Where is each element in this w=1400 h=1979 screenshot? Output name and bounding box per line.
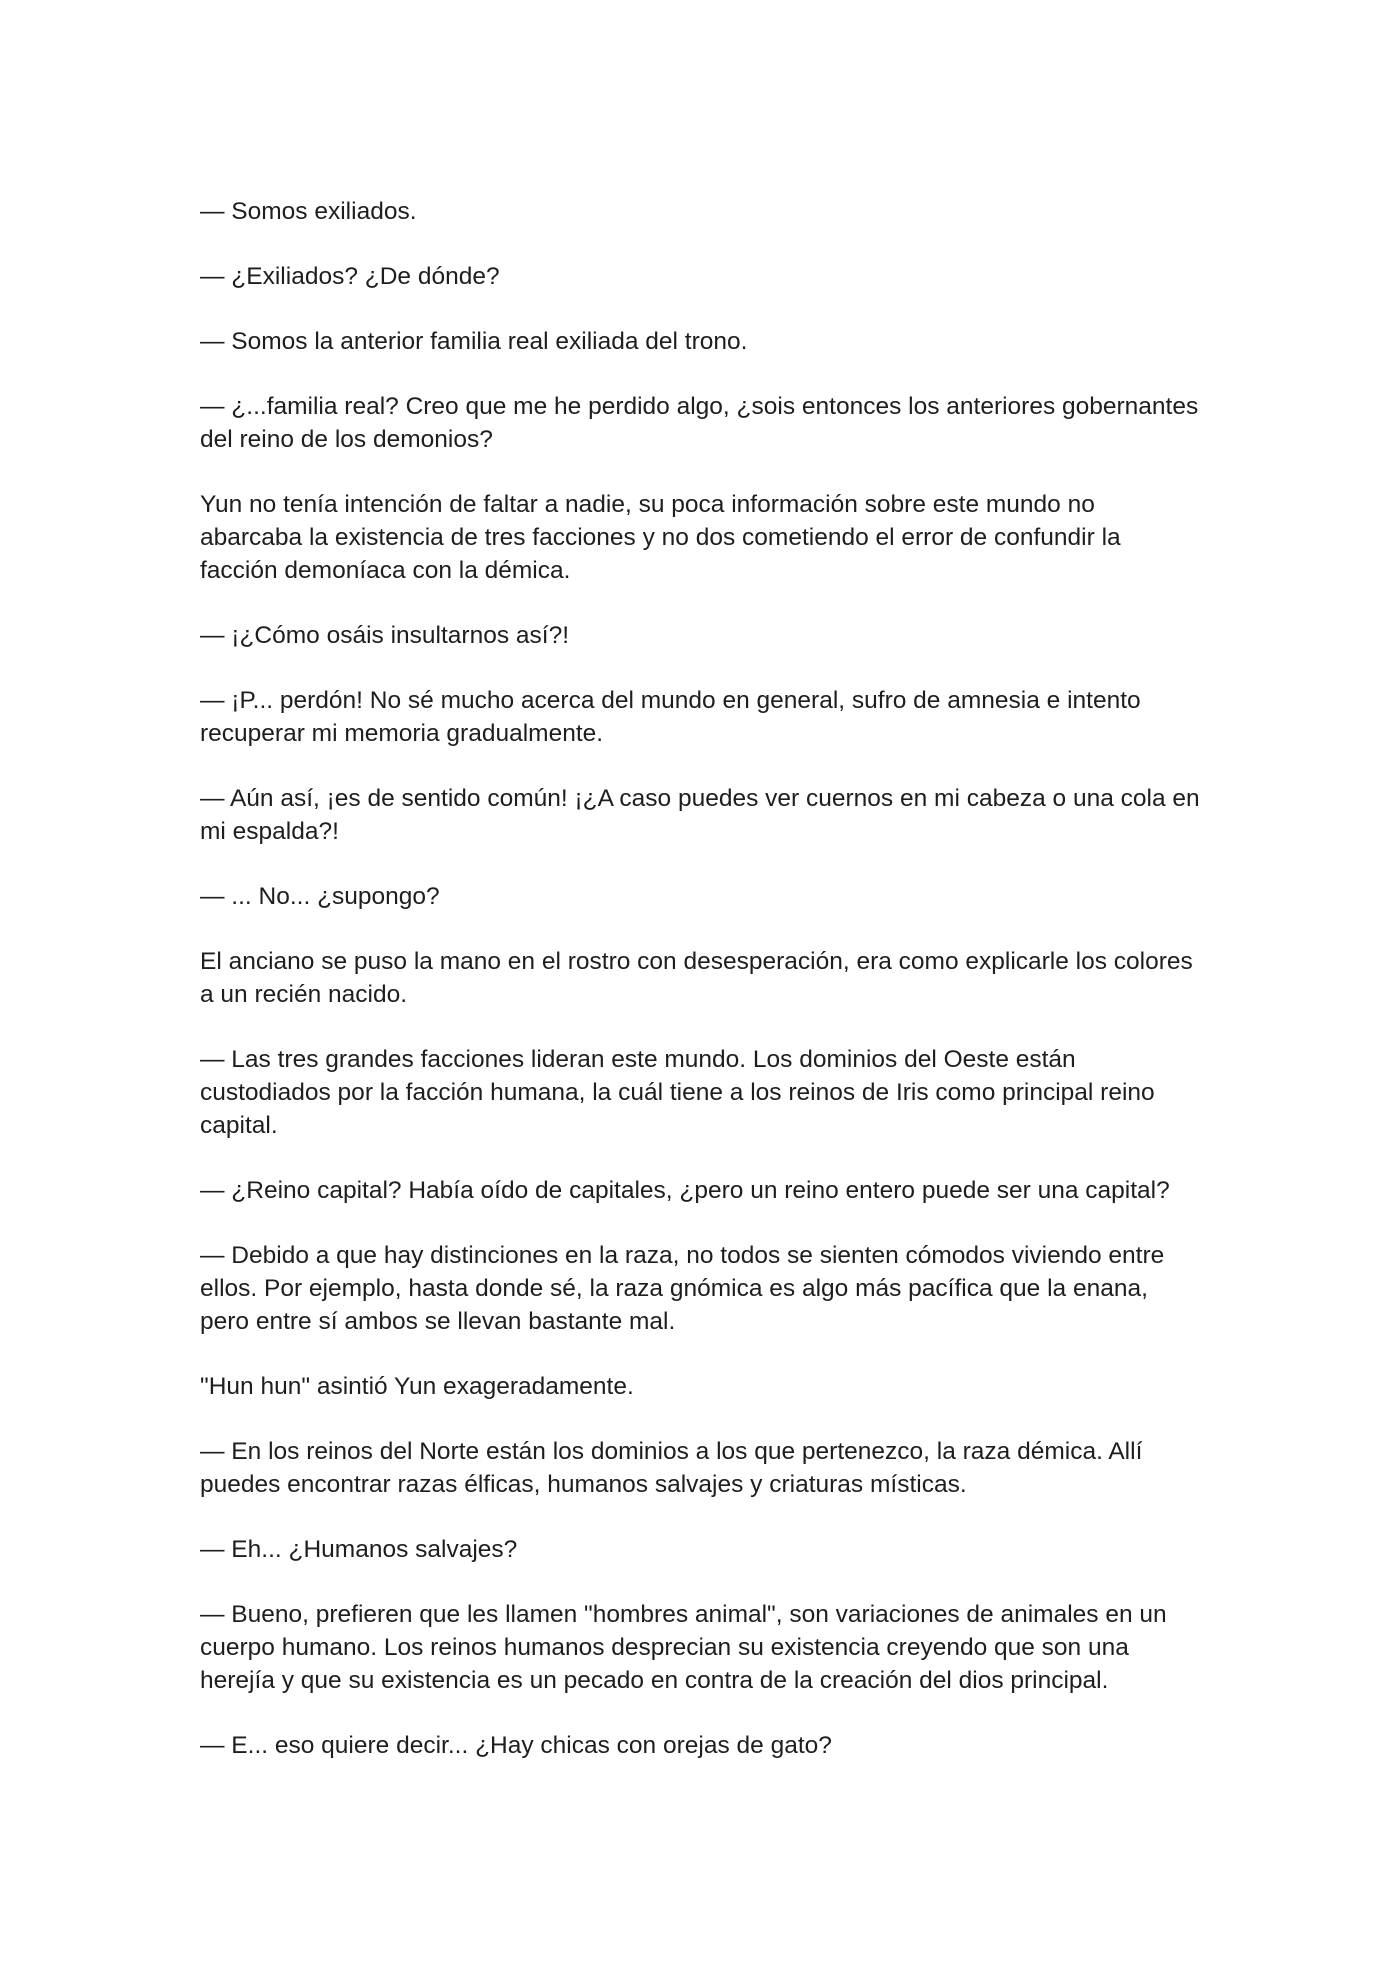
paragraph: — ¡¿Cómo osáis insultarnos así?! bbox=[200, 622, 569, 649]
paragraph: — E... eso quiere decir... ¿Hay chicas con orejas de gato? bbox=[200, 1732, 832, 1759]
paragraph: — Aún así, ¡es de sentido común! ¡¿A caso puedes ver cuernos en mi cabeza o una cola en mi espalda?! bbox=[200, 785, 1200, 845]
document-body bbox=[200, 195, 1200, 1794]
paragraph: — ... No... ¿supongo? bbox=[200, 883, 440, 910]
paragraph: El anciano se puso la mano en el rostro con desesperación, era como explicarle los colores a un recién nacido. bbox=[200, 948, 1193, 1008]
paragraph: — En los reinos del Norte están los dominios a los que pertenezco, la raza démica. Allí puedes encontrar razas élficas, humanos salvajes y criaturas místicas. bbox=[200, 1438, 1143, 1498]
paragraph: — ¡P... perdón! No sé mucho acerca del mundo en general, sufro de amnesia e intento recuperar mi memoria gradualmente. bbox=[200, 687, 1141, 747]
paragraph: — Eh... ¿Humanos salvajes? bbox=[200, 1536, 518, 1563]
paragraph: — Las tres grandes facciones lideran este mundo. Los dominios del Oeste están custodiados por la facción humana, la cuál tiene a los reinos de Iris como principal reino capital. bbox=[200, 1046, 1155, 1139]
paragraph: — ¿Exiliados? ¿De dónde? bbox=[200, 263, 500, 290]
paragraph: Yun no tenía intención de faltar a nadie, su poca información sobre este mundo no abarcaba la existencia de tres facciones y no dos cometiendo el error de confundir la facción demoníaca con la démica. bbox=[200, 491, 1121, 584]
paragraph: — ¿...familia real? Creo que me he perdido algo, ¿sois entonces los anteriores gobernantes del reino de los demonios? bbox=[200, 393, 1199, 453]
paragraph: — Somos exiliados. bbox=[200, 198, 417, 225]
paragraph: — Debido a que hay distinciones en la raza, no todos se sienten cómodos viviendo entre ellos. Por ejemplo, hasta donde sé, la raza gnómica es algo más pacífica que la enana, pero entre sí ambos se llevan bastante mal. bbox=[200, 1242, 1165, 1335]
paragraph: — Bueno, prefieren que les llamen "hombres animal", son variaciones de animales en un cuerpo humano. Los reinos humanos desprecian su existencia creyendo que son una herejía y que su existencia es un pecado en contra de la creación del dios principal. bbox=[200, 1601, 1167, 1694]
paragraph: — Somos la anterior familia real exiliada del trono. bbox=[200, 328, 748, 355]
paragraph: — ¿Reino capital? Había oído de capitales, ¿pero un reino entero puede ser una capital? bbox=[200, 1177, 1170, 1204]
paragraph: "Hun hun" asintió Yun exageradamente. bbox=[200, 1373, 634, 1400]
